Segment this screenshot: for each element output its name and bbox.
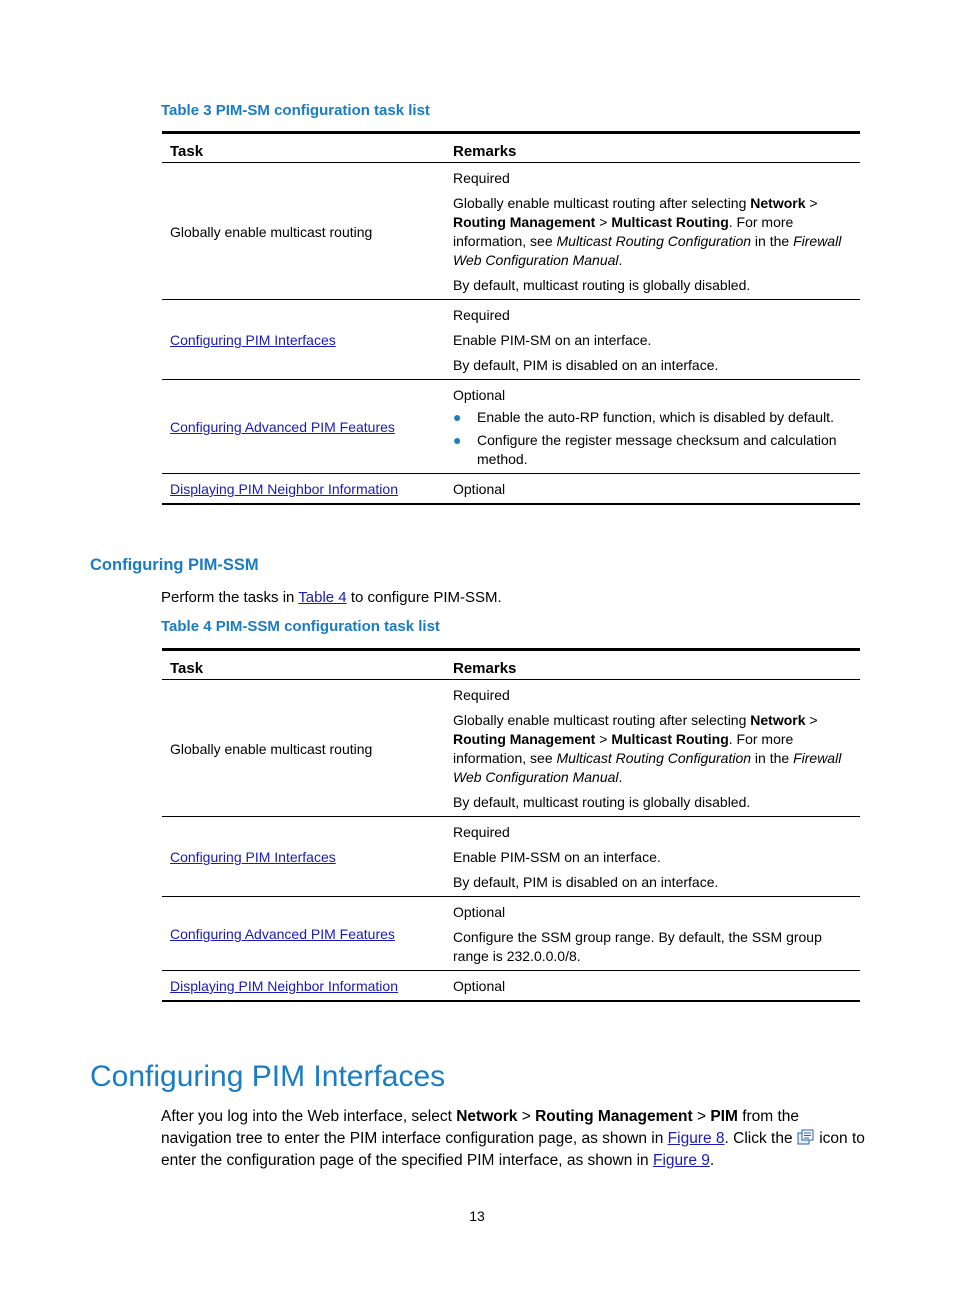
remark-default: By default, multicast routing is globally disabled. [453,277,751,293]
list-item: ● Configure the register message checksum and calculation method. [453,432,837,467]
header-remarks: Remarks [445,133,860,163]
table-row [162,971,860,1002]
task-cell: Globally enable multicast routing [162,680,445,817]
remarks-cell [445,897,860,971]
link-configuring-pim-interfaces[interactable]: Configuring PIM Interfaces [170,332,336,348]
task-cell [162,817,445,897]
table-row [162,680,860,817]
table-row [162,474,860,505]
link-configuring-advanced-pim-features[interactable]: Configuring Advanced PIM Features [170,926,395,942]
task-cell: Globally enable multicast routing [162,163,445,300]
remark-line: By default, PIM is disabled on an interface. [453,357,719,373]
link-configuring-advanced-pim-features[interactable]: Configuring Advanced PIM Features [170,419,395,435]
header-task: Task [162,133,445,163]
table-row [162,163,860,300]
remark-line: Configure the SSM group range. By default, the SSM group range is 232.0.0.0/8. [453,929,822,964]
remark-optional: Optional [453,387,506,403]
remarks-cell [445,300,860,380]
remark-required: Required [453,307,510,323]
link-figure-8[interactable]: Figure 8 [667,1130,725,1147]
table3 [162,131,860,505]
table-row [162,380,860,474]
bullet-list [453,408,852,469]
remarks-cell: Optional [445,474,860,505]
table4 [162,648,860,1002]
remark-line: Enable PIM-SSM on an interface. [453,849,661,865]
list-item: ● Enable the auto-RP function, which is disabled by default. [453,409,834,425]
remarks-cell: Optional [445,971,860,1002]
remarks-cell [445,380,860,474]
operation-icon [797,1129,815,1145]
pim-interfaces-paragraph: After you log into the Web interface, select Network > Routing Management > PIM from the navigation tree to enter the PIM interface configuration page, as shown in Figure 8. Click the icon to enter the configuration page of the specified PIM interface, as shown in Figure 9. [161,1108,865,1169]
bullet-icon: ● [453,409,462,425]
remark-required: Required [453,687,510,703]
remarks-cell [445,680,860,817]
section-heading-pim-interfaces: Configuring PIM Interfaces [90,1060,446,1093]
remarks-cell [445,163,860,300]
link-configuring-pim-interfaces[interactable]: Configuring PIM Interfaces [170,849,336,865]
bullet-icon: ● [453,432,462,448]
table-row [162,300,860,380]
link-displaying-pim-neighbor-information[interactable]: Displaying PIM Neighbor Information [170,978,398,994]
table-header-row [162,133,860,163]
remark-required: Required [453,170,510,186]
table-header-row [162,650,860,680]
task-cell [162,897,445,971]
task-cell [162,971,445,1002]
table-row [162,817,860,897]
link-figure-9[interactable]: Figure 9 [653,1152,710,1169]
section-heading-pim-ssm: Configuring PIM-SSM [90,556,259,574]
task-cell [162,380,445,474]
table-row [162,897,860,971]
task-cell [162,300,445,380]
remark-description: Globally enable multicast routing after selecting Network > Routing Management > Multicast Routing. For more information, see Multicast Routing Configuration in the Firewall Web Configuration Manual. [453,712,842,785]
page-number: 13 [469,1208,485,1224]
remark-line: Enable PIM-SM on an interface. [453,332,652,348]
remark-default: By default, multicast routing is globally disabled. [453,794,751,810]
link-table-4[interactable]: Table 4 [298,589,347,606]
remark-required: Required [453,824,510,840]
remark-optional: Optional [453,904,506,920]
remark-description: Globally enable multicast routing after selecting Network > Routing Management > Multicast Routing. For more information, see Multicast Routing Configuration in the Firewall Web Configuration Manual. [453,195,842,268]
table3-caption: Table 3 PIM-SM configuration task list [161,102,430,119]
task-cell [162,474,445,505]
link-displaying-pim-neighbor-information[interactable]: Displaying PIM Neighbor Information [170,481,398,497]
remarks-cell [445,817,860,897]
table4-caption: Table 4 PIM-SSM configuration task list [161,618,440,635]
header-task: Task [162,650,445,680]
pim-ssm-intro: Perform the tasks in Table 4 to configure PIM-SSM. [161,589,502,606]
header-remarks: Remarks [445,650,860,680]
remark-line: By default, PIM is disabled on an interface. [453,874,719,890]
